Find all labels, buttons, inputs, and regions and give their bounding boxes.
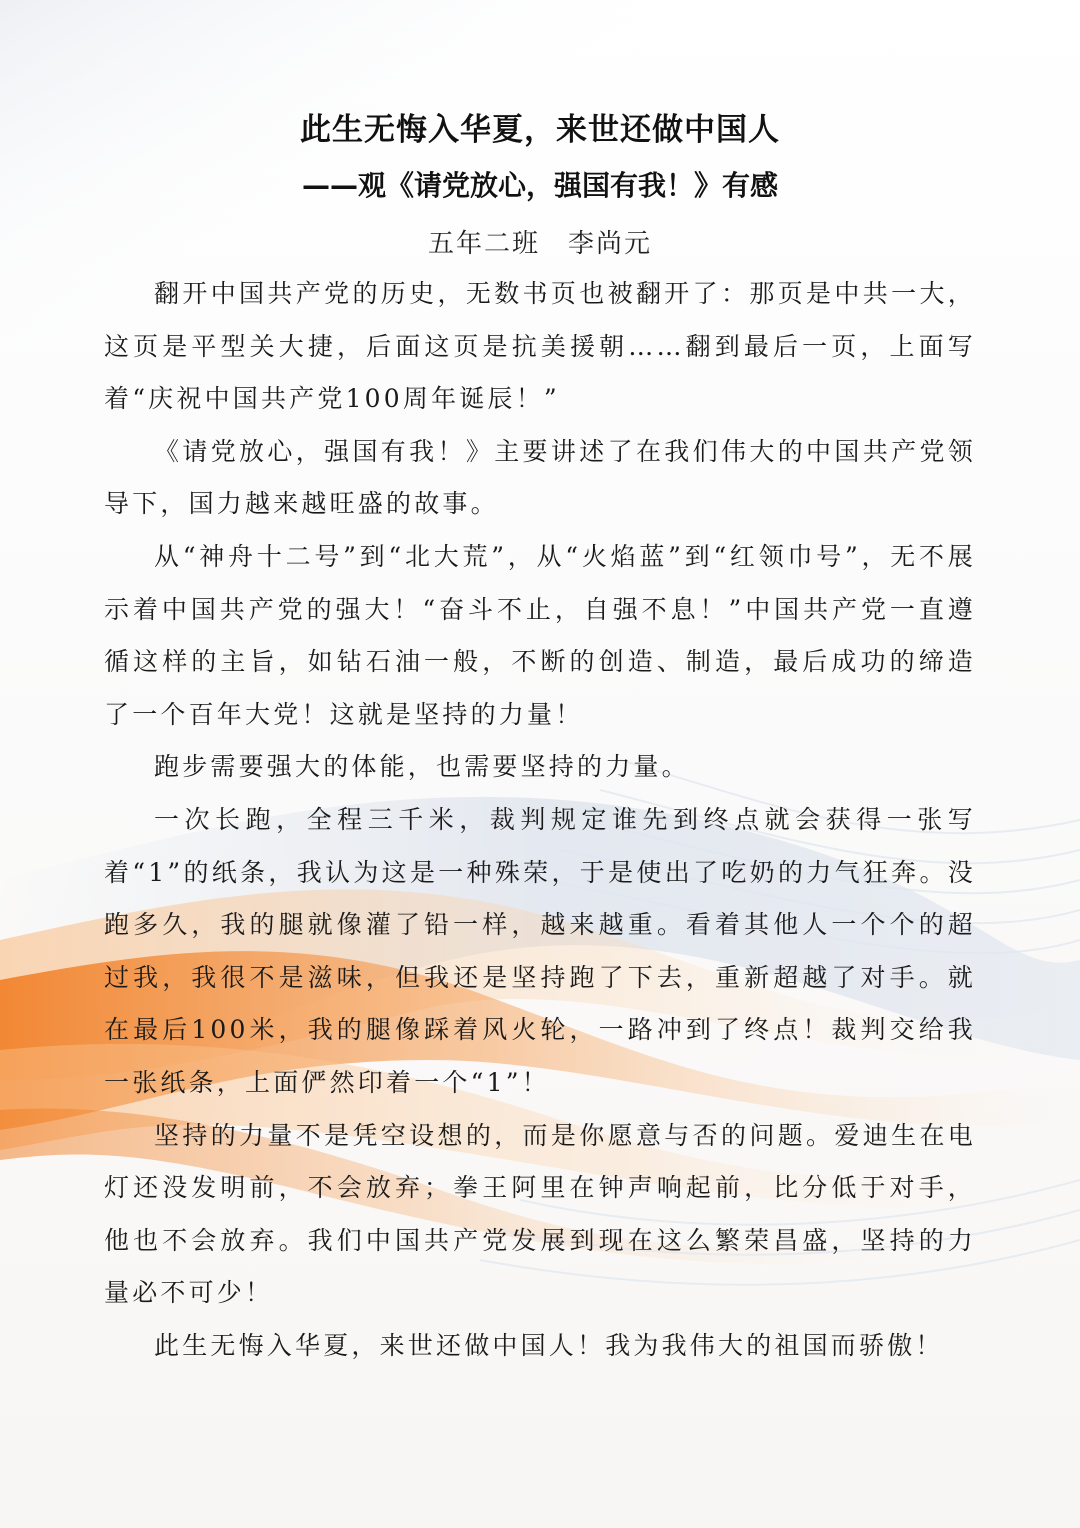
paragraph-5: 一次长跑，全程三千米，裁判规定谁先到终点就会获得一张写着“1”的纸条，我认为这是一种殊荣，于是使出了吃奶的力气狂奔。没跑多久，我的腿就像灌了铅一样，越来越重。看着其他人一个个的超过我，我很不是滋味，但我还是坚持跑了下去，重新超越了对手。就在最后100米，我的腿像踩着风火轮，一路冲到了终点！裁判交给我一张纸条，上面俨然印着一个“1”！ xyxy=(104,804,976,1097)
paragraph-3: 从“神舟十二号”到“北大荒”，从“火焰蓝”到“红领巾号”，无不展示着中国共产党的强大！“奋斗不止，自强不息！”中国共产党一直遵循这样的主旨，如钻石油一般，不断的创造、制造，最后成功的缔造了一个百年大党！这就是坚持的力量！ xyxy=(104,541,976,729)
paragraph-1: 翻开中国共产党的历史，无数书页也被翻开了：那页是中共一大，这页是平型关大捷，后面这页是抗美援朝……翻到最后一页，上面写着“庆祝中国共产党100周年诞辰！” xyxy=(104,279,976,414)
paragraph-6: 坚持的力量不是凭空设想的，而是你愿意与否的问题。爱迪生在电灯还没发明前，不会放弃；拳王阿里在钟声响起前，比分低于对手，他也不会放弃。我们中国共产党发展到现在这么繁荣昌盛，坚持的力量必不可少！ xyxy=(104,1120,976,1308)
paragraph-7: 此生无悔入华夏，来世还做中国人！我为我伟大的祖国而骄傲！ xyxy=(154,1330,944,1360)
paragraph-2: 《请党放心，强国有我！》主要讲述了在我们伟大的中国共产党领导下，国力越来越旺盛的故事。 xyxy=(104,436,976,519)
paragraph-4: 跑步需要强大的体能，也需要坚持的力量。 xyxy=(154,752,690,782)
document-subtitle: ——观《请党放心，强国有我！》有感 xyxy=(301,169,778,202)
author-line: 五年二班 李尚元 xyxy=(427,229,652,259)
essay-body xyxy=(104,268,976,1372)
document-title: 此生无悔入华夏，来世还做中国人 xyxy=(300,112,780,148)
